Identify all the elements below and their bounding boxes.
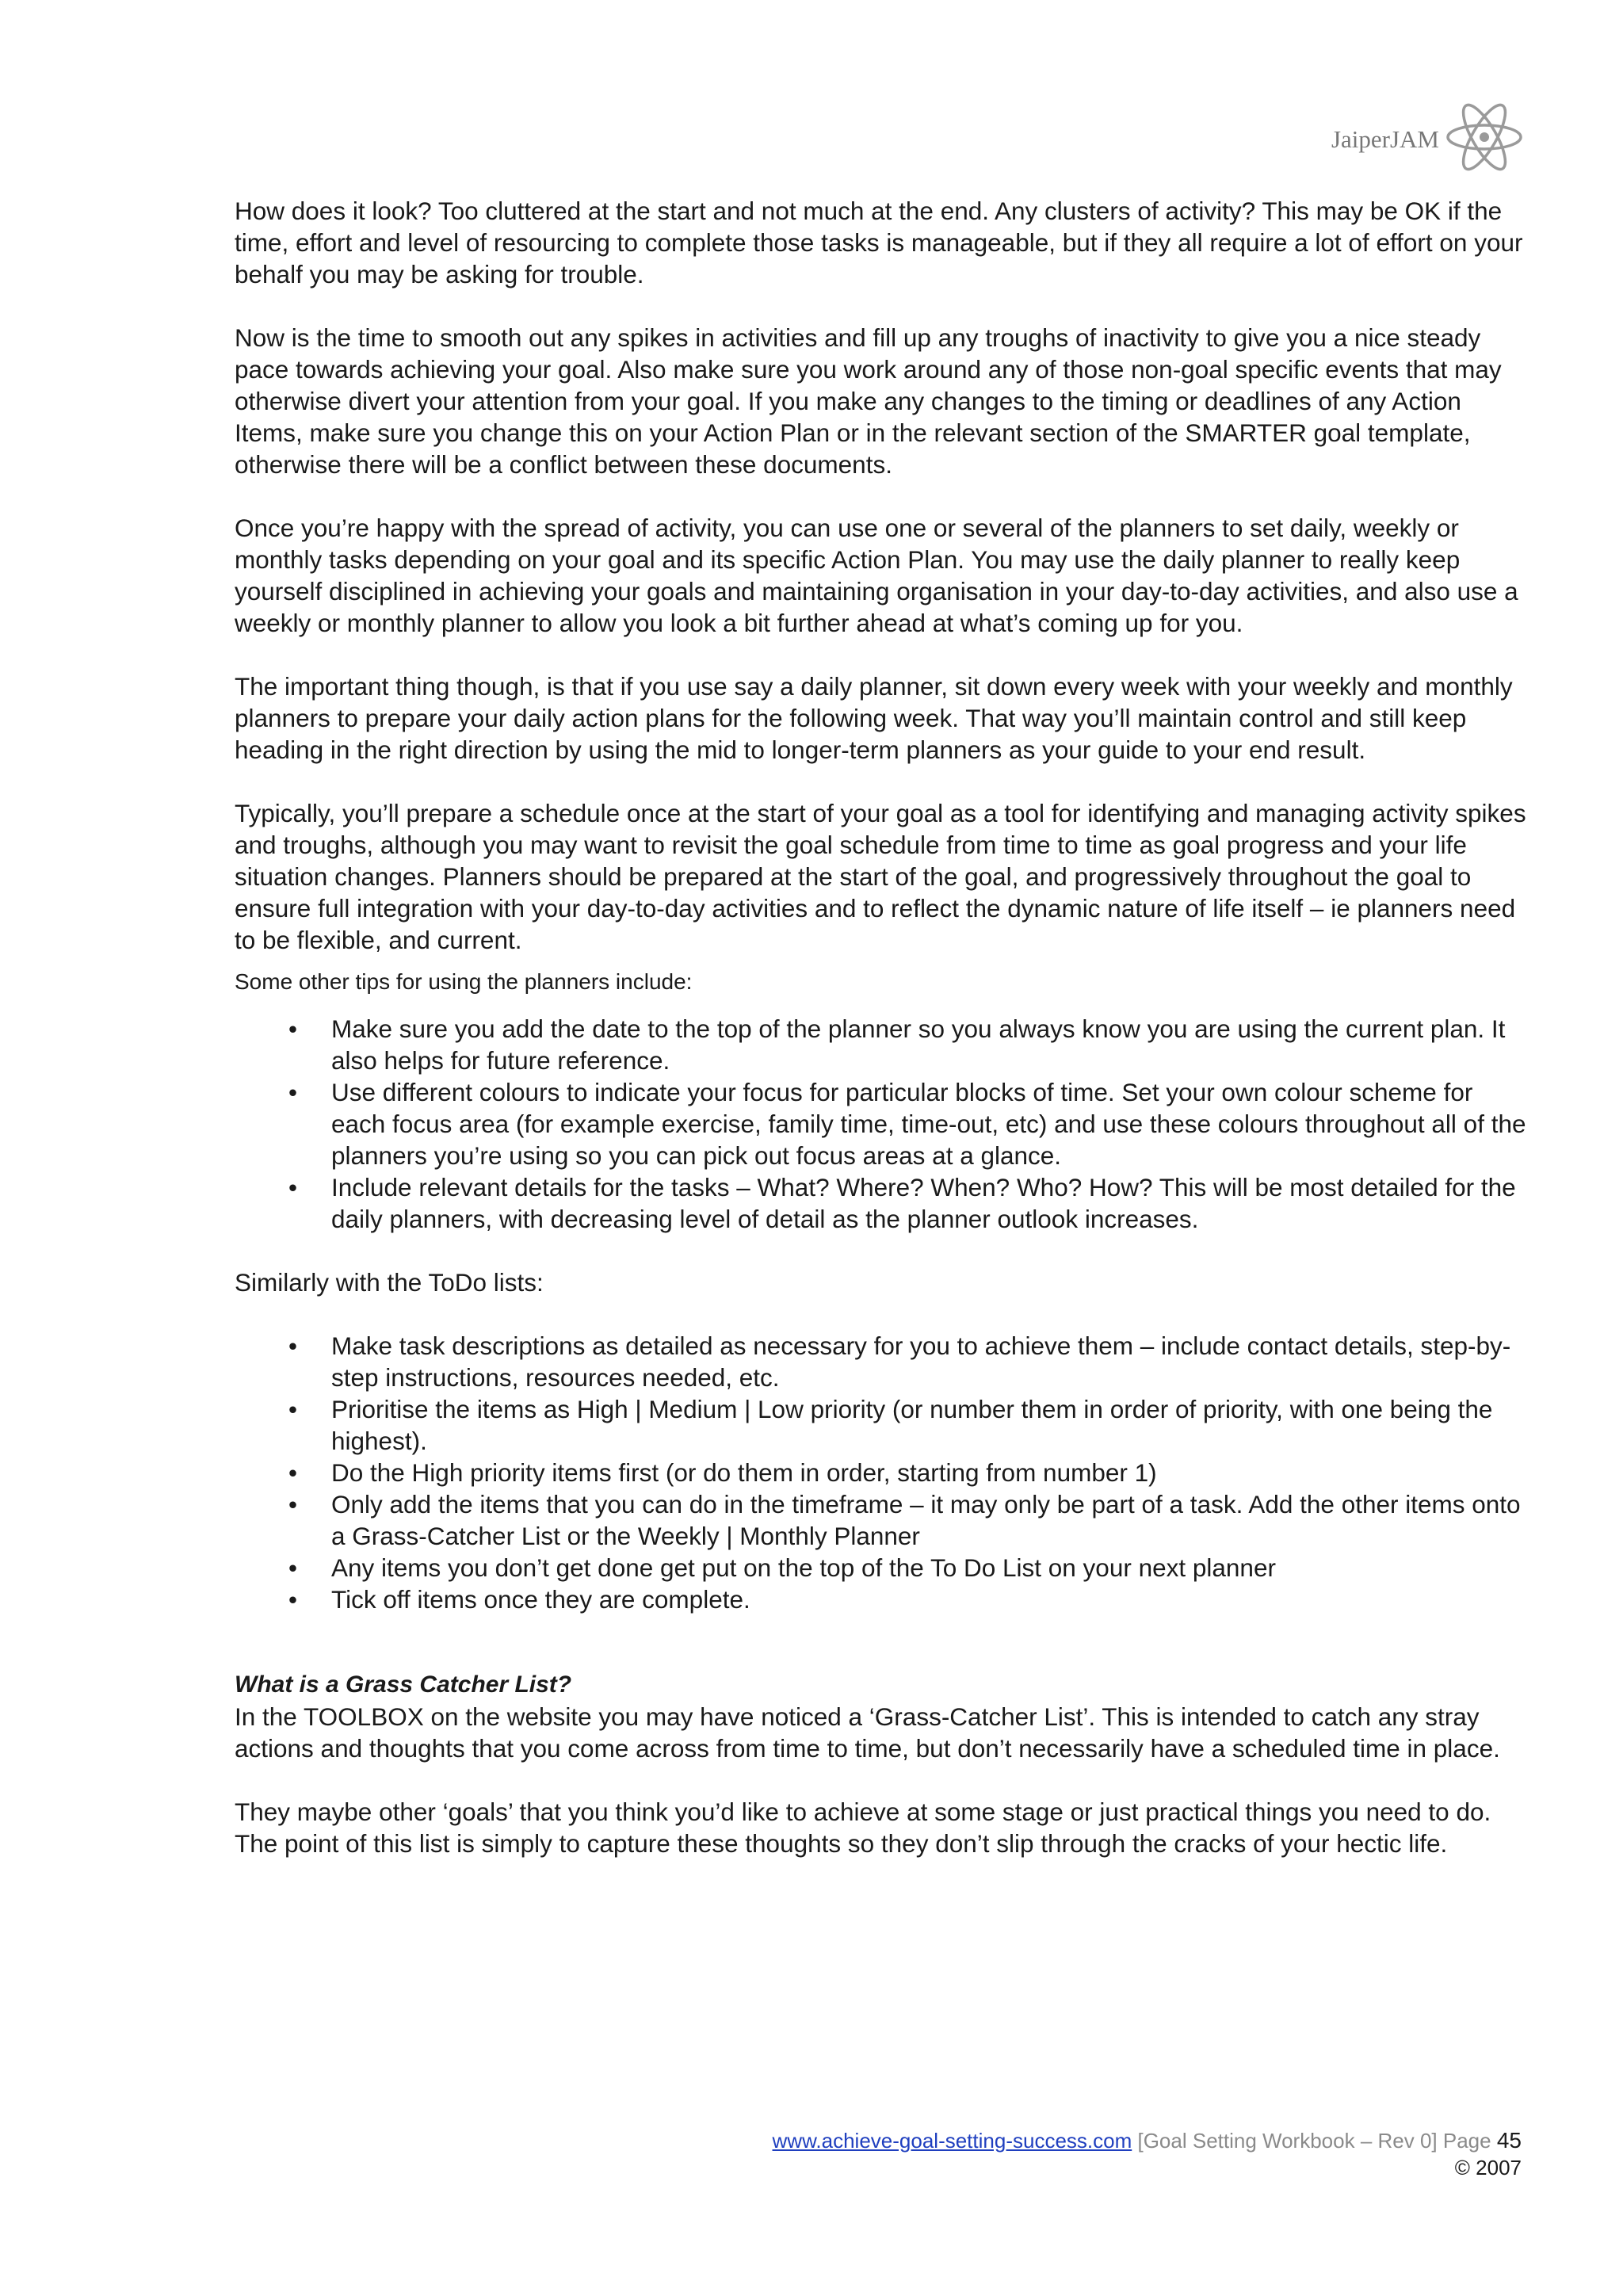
todo-intro: Similarly with the ToDo lists: — [235, 1268, 544, 1297]
list-item: • Include relevant details for the tasks – What? Where? When? Who? How? This will be most detailed for the daily planners, with decreasing level of detail as the planner outlook increases. — [235, 1171, 1526, 1235]
section-heading: What is a Grass Catcher List? — [235, 1671, 572, 1698]
paragraph-grass-catcher: In the TOOLBOX on the website you may have noticed a ‘Grass-Catcher List’. This is intended to catch any stray actions and thoughts that you come across from time to time, but don’t necessarily have a scheduled time in place. — [235, 1702, 1500, 1763]
list-item: • Tick off items once they are complete. — [235, 1584, 1526, 1615]
header-logo — [1289, 101, 1526, 173]
list-item: • Use different colours to indicate your focus for particular blocks of time. Set your own colour scheme for each focus area (for example exercise, family time, time-out, etc) and use these colours throughout all of the planners you’re using so you can pick out focus areas at a glance. — [235, 1076, 1526, 1171]
footer-line — [773, 2127, 1522, 2154]
website-link[interactable]: www.achieve-goal-setting-success.com — [772, 2129, 1132, 2153]
copyright: © 2007 — [1454, 2156, 1522, 2179]
planner-tips-intro: Some other tips for using the planners include: — [235, 969, 693, 994]
todo-tips-list — [235, 1330, 1526, 1615]
paragraph-weekly-review: The important thing though, is that if you use say a daily planner, sit down every week with your weekly and monthly planners to prepare your daily action plans for the following week. That way you’ll maintain control and still keep heading in the right direction by using the mid to longer-term planners as your guide to your end result. — [235, 672, 1513, 764]
planner-tips-list — [235, 1013, 1526, 1235]
paragraph-schedule-timing: Typically, you’ll prepare a schedule once at the start of your goal as a tool for identifying and managing activity spikes and troughs, although you may want to revisit the goal schedule from time to time as goal progress and your life situation changes. Planners should be prepared at the start of the goal, and progressively throughout the goal to ensure full integration with your day-to-day activities and to reflect the dynamic nature of life itself – ie planners need to be flexible, and current. — [235, 799, 1526, 954]
page-footer — [773, 2127, 1522, 2181]
list-item: • Make sure you add the date to the top of the planner so you always know you are using the current plan. It also helps for future reference. — [235, 1013, 1526, 1076]
atom-icon — [1442, 101, 1526, 173]
brand-name: JaiperJAM — [1331, 125, 1439, 153]
doc-info: [Goal Setting Workbook – Rev 0] — [1137, 2129, 1438, 2153]
page-number: 45 — [1496, 2128, 1522, 2153]
list-item: • Any items you don’t get done get put on the top of the To Do List on your next planner — [235, 1552, 1526, 1584]
list-item: • Make task descriptions as detailed as necessary for you to achieve them – include contact details, step-by-step instructions, resources needed, etc. — [235, 1330, 1526, 1393]
page-content — [235, 195, 1526, 1891]
paragraph-planners-usage: Once you’re happy with the spread of activity, you can use one or several of the planners to set daily, weekly or monthly tasks depending on your goal and its specific Action Plan. You may use the daily planner to really keep yourself disciplined in achieving your goals and maintaining organisation in your day-to-day activities, and also use a weekly or monthly planner to allow you look a bit further ahead at what’s coming up for you. — [235, 514, 1518, 637]
list-item: • Prioritise the items as High | Medium | Low priority (or number them in order of priority, with one being the highest). — [235, 1393, 1526, 1457]
list-item: • Do the High priority items first (or do them in order, starting from number 1) — [235, 1457, 1526, 1488]
list-item: • Only add the items that you can do in the timeframe – it may only be part of a task. Add the other items onto a Grass-Catcher List or the Weekly | Monthly Planner — [235, 1488, 1526, 1552]
paragraph-other-goals: They maybe other ‘goals’ that you think you’d like to achieve at some stage or just practical things you need to do. The point of this list is simply to capture these thoughts so they don’t slip through the cracks of your hectic life. — [235, 1797, 1491, 1858]
page-label: Page — [1442, 2129, 1491, 2153]
paragraph-schedule-review: How does it look? Too cluttered at the start and not much at the end. Any clusters of activity? This may be OK if the time, effort and level of resourcing to complete those tasks is manageable, but if they all require a lot of effort on your behalf you may be asking for trouble. — [235, 197, 1523, 288]
paragraph-smooth-spikes: Now is the time to smooth out any spikes in activities and fill up any troughs of inactivity to give you a nice steady pace towards achieving your goal. Also make sure you work around any of those non-goal specific events that may otherwise divert your attention from your goal. If you make any changes to the timing or deadlines of any Action Items, make sure you change this on your Action Plan or in the relevant section of the SMARTER goal template, otherwise there will be a conflict between these documents. — [235, 323, 1502, 479]
